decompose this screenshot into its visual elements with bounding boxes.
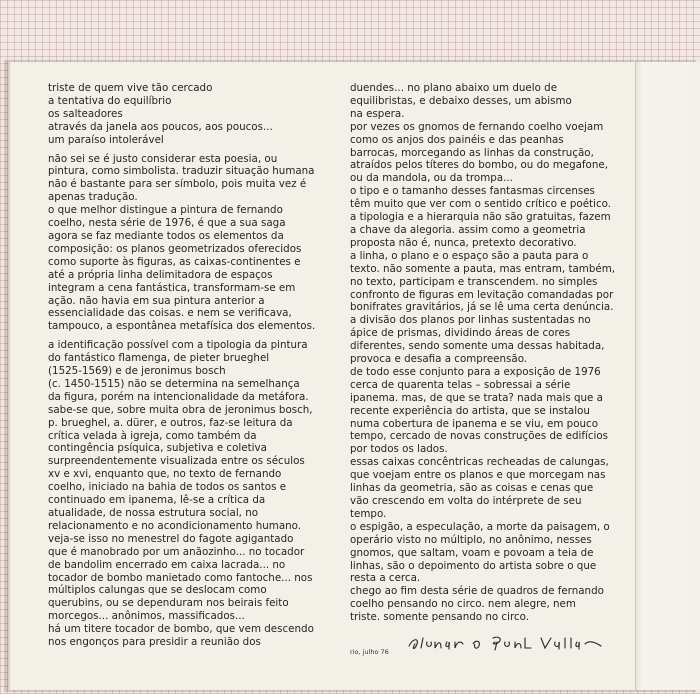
text-line: os salteadores bbox=[48, 107, 123, 120]
text-line: veja-se isso no menestrel do fagote agigantado bbox=[48, 532, 294, 545]
text-line: morcegos... anônimos, massificados... bbox=[48, 610, 245, 623]
text-line: como suporte às figuras, as caixas-continentes e bbox=[48, 255, 301, 268]
text-line: integram a cena fantástica, transformam-se em bbox=[48, 281, 296, 294]
left-paragraph bbox=[48, 82, 348, 147]
text-line: na espera. bbox=[350, 107, 405, 120]
left-text-column bbox=[48, 82, 348, 655]
text-line: a divisão dos planos por linhas sustentadas no bbox=[350, 314, 591, 327]
text-line: equilibristas, e debaixo desses, um abismo bbox=[350, 94, 572, 107]
text-line: agora se faz mediante todos os elementos da bbox=[48, 229, 284, 242]
text-line: duendes... no plano abaixo um duelo de bbox=[350, 82, 558, 94]
text-line: não sei se é justo considerar esta poesia, ou bbox=[48, 152, 278, 165]
text-line: essas caixas concêntricas recheadas de calungas, bbox=[350, 456, 609, 469]
text-line: cerca de quarenta telas – sobressai a série bbox=[350, 378, 571, 391]
text-line: composição: os planos geometrizados oferecidos bbox=[48, 242, 302, 255]
text-line: tocador de bombo manietado como fantoche... nos bbox=[48, 571, 313, 584]
text-line: por vezes os gnomos de fernando coelho voejam bbox=[350, 120, 604, 133]
text-line: o tipo e o tamanho desses fantasmas circenses bbox=[350, 185, 595, 198]
text-line: querubins, ou se dependuram nos beirais feito bbox=[48, 597, 289, 610]
text-line: contingência psíquica, subjetiva e coletiva bbox=[48, 442, 267, 455]
text-line: coelho, iniciado na bahia de todos os santos e bbox=[48, 481, 287, 494]
left-paragraph bbox=[48, 153, 348, 334]
text-line: ação. não havia em sua pintura anterior a bbox=[48, 294, 265, 307]
text-line: não é bastante para ser símbolo, pois muita vez é bbox=[48, 178, 307, 191]
text-line: (1525-1569) e de jeronimus bosch bbox=[48, 365, 226, 378]
text-line: apenas tradução. bbox=[48, 191, 138, 204]
text-line: atualidade, de nossa estrutura social, no bbox=[48, 507, 259, 519]
text-line: o que melhor distingue a pintura de fernando bbox=[48, 204, 283, 217]
text-line: bonifrates gravitários, já se lê uma certa denúncia. bbox=[350, 301, 614, 314]
left-paragraph bbox=[48, 339, 348, 649]
text-line: chego ao fim desta série de quadros de fernando bbox=[350, 585, 604, 598]
text-line: resta a cerca. bbox=[350, 572, 421, 585]
text-line: ou da mandola, ou da trompa... bbox=[350, 172, 513, 185]
document-page bbox=[8, 62, 700, 690]
text-line: operário visto no múltiplo, no anônimo, nesses bbox=[350, 533, 592, 546]
text-line: a linha, o plano e o espaço são a pauta para o bbox=[350, 249, 589, 262]
text-line: linhas, são o depoimento do artista sobre o que bbox=[350, 559, 597, 572]
text-line: como os anjos dos painéis e das peanhas bbox=[350, 133, 564, 146]
text-line: a tentativa do equilíbrio bbox=[48, 94, 172, 107]
text-line: surpreendentemente visualizada entre os séculos bbox=[48, 455, 305, 468]
text-line: barrocas, morcegando as linhas da construção, bbox=[350, 146, 594, 159]
right-text-column bbox=[350, 82, 640, 630]
text-line: que é manobrado por um anãozinho... no tocador bbox=[48, 545, 305, 558]
text-line: relacionamento e no acondicionamento humano. bbox=[48, 519, 302, 532]
text-line: a identificação possível com a tipologia da pintura bbox=[48, 339, 308, 352]
text-line: tempo, cercado de novas construções de edifícios bbox=[350, 430, 609, 443]
text-line: texto. não somente a pauta, mas entram, também, bbox=[350, 262, 615, 275]
text-line: vão crescendo em volta do intérprete de seu bbox=[350, 495, 582, 507]
text-line: múltiplos calungas que se deslocam como bbox=[48, 584, 267, 597]
text-line: ápice de prismas, dividindo áreas de cores bbox=[350, 327, 571, 340]
text-line: provoca e desafia a compreensão. bbox=[350, 353, 528, 366]
text-line: tampouco, a espontânea metafísica dos elementos. bbox=[48, 320, 316, 333]
text-line: no texto, participam e transcendem. no simples bbox=[350, 275, 598, 288]
text-line: ipanema. mas, de que se trata? nada mais que a bbox=[350, 391, 603, 404]
next-page-edge bbox=[635, 62, 700, 690]
text-line: (c. 1450-1515) não se determina na semelhança bbox=[48, 377, 300, 390]
text-line: xv e xvi, enquanto que, no texto de fernando bbox=[48, 468, 282, 481]
text-line: p. brueghel, a. dürer, e outros, faz-se leitura da bbox=[48, 416, 293, 429]
text-line: numa cobertura de ipanema e se viu, em pouco bbox=[350, 417, 599, 430]
handwritten-signature bbox=[405, 632, 605, 654]
text-line: por todos os lados. bbox=[350, 443, 448, 456]
text-line: triste de quem vive tão cercado bbox=[48, 82, 213, 94]
text-line: recente experiência do artista, que se instalou bbox=[350, 404, 590, 417]
text-line: continuado em ipanema, lê-se a crítica da bbox=[48, 494, 266, 507]
text-line: tempo. bbox=[350, 507, 387, 520]
text-line: nos engonços para presidir a reunião dos bbox=[48, 636, 261, 649]
place-date-footer: rio, julho 76 bbox=[350, 648, 389, 656]
text-line: têm muito que ver com o sentido crítico e poético. bbox=[350, 198, 611, 211]
text-line: de todo esse conjunto para a exposição de 1976 bbox=[350, 365, 601, 378]
text-line: triste. somente pensando no circo. bbox=[350, 611, 530, 624]
text-line: sabe-se que, sobre muita obra de jeronimus bosch, bbox=[48, 403, 313, 416]
text-line: pintura, como simbolista. traduzir situação humana bbox=[48, 165, 315, 178]
text-line: proposta não é, nunca, pretexto decorativo. bbox=[350, 236, 577, 249]
text-line: a chave da alegoria. assim como a geometria bbox=[350, 223, 586, 236]
text-line: através da janela aos poucos, aos poucos... bbox=[48, 120, 273, 133]
text-line: essencialidade das coisas. e nem se verificava, bbox=[48, 307, 292, 320]
text-line: coelho, nesta série de 1976, é que a sua saga bbox=[48, 217, 286, 230]
text-line: diferentes, sendo somente uma dessas habitada, bbox=[350, 340, 605, 353]
text-line: que voejam entre os planos e que morcegam nas bbox=[350, 469, 606, 482]
text-line: gnomos, que saltam, voam e povoam a teia de bbox=[350, 546, 594, 559]
text-line: confronto de figuras em levitação comandadas por bbox=[350, 288, 614, 301]
text-line: a tipologia e a hierarquia não são gratuitas, fazem bbox=[350, 211, 611, 224]
right-paragraph bbox=[350, 82, 640, 624]
text-line: crítica velada à igreja, como também da bbox=[48, 429, 257, 442]
text-line: da figura, porém na intencionalidade da metáfora. bbox=[48, 390, 309, 403]
text-line: há um titere tocador de bombo, que vem descendo bbox=[48, 623, 314, 636]
text-line: de bandolim encerrado em caixa lacrada... no bbox=[48, 558, 286, 571]
text-line: um paraíso intolerável bbox=[48, 133, 164, 146]
text-line: do fantástico flamenga, de pieter brueghel bbox=[48, 352, 270, 365]
text-line: atraídos pelos títeres do bombo, ou do megafone, bbox=[350, 159, 608, 172]
text-line: linhas da geometria, são as coisas e cenas que bbox=[350, 482, 594, 495]
text-line: o espigão, a especulação, a morte da paisagem, o bbox=[350, 520, 610, 533]
text-line: até a própria linha delimitadora de espaços bbox=[48, 268, 273, 281]
text-line: coelho pensando no circo. nem alegre, nem bbox=[350, 598, 576, 611]
